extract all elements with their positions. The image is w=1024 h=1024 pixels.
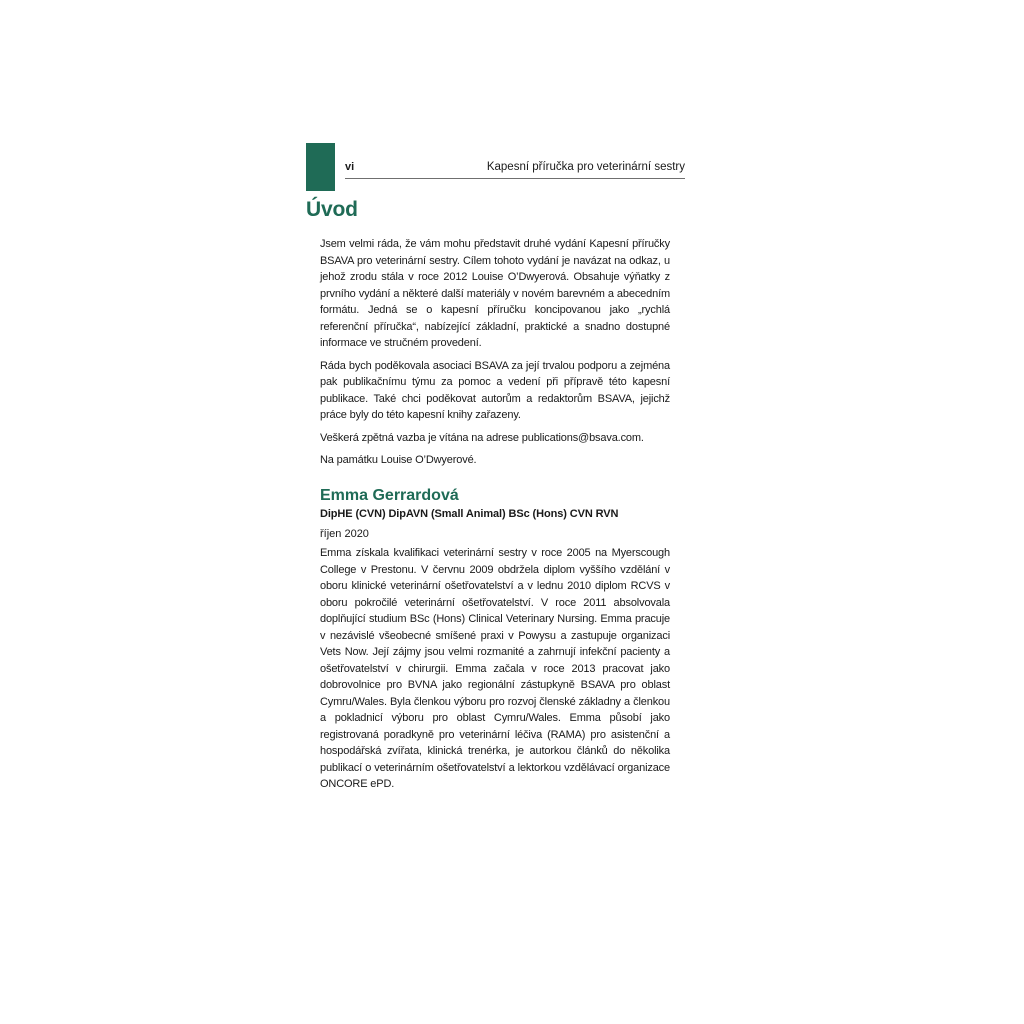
page-number: vi	[345, 161, 355, 173]
chapter-tab-marker	[306, 143, 335, 191]
author-name: Emma Gerrardová	[320, 487, 459, 504]
intro-paragraph: Jsem velmi ráda, že vám mohu představit druhé vydání Kapesní příručky BSAVA pro veterinární sestry. Cílem tohoto vydání je navázat na odkaz, u jehož zrodu stála v roce 2012 Louise O’Dwyerová. Obsahuje výňatky z prvního vydání a některé další materiály v novém barevném a abecedním formátu. Jedná se o kapesní příručku koncipovanou jako „rychlá referenční příručka“, nabízející základní, praktické a snadno dostupné informace ve stručném provedení.	[320, 238, 670, 349]
page-title: Úvod	[306, 198, 358, 221]
intro-paragraph: Ráda bych poděkovala asociaci BSAVA za její trvalou podporu a zejména pak publikačnímu týmu za pomoc a vedení při přípravě této kapesní publikace. Také chci poděkovat autorům a redaktorům BSAVA, jejichž práce byly do této kapesní knihy zařazeny.	[320, 359, 670, 421]
intro-paragraph: Na památku Louise O’Dwyerové.	[320, 454, 477, 466]
author-qualifications: DipHE (CVN) DipAVN (Small Animal) BSc (Hons) CVN RVN	[320, 508, 619, 520]
page-header	[345, 160, 685, 179]
author-bio	[320, 545, 670, 799]
bio-paragraph: Emma získala kvalifikaci veterinární sestry v roce 2005 na Myerscough College v Prestonu. V červnu 2009 obdržela diplom vyššího vzdělání v oboru klinické veterinární ošetřovatelství a v lednu 2010 diplom RCVS v oboru pokročilé veterinární ošetřovatelství. V roce 2011 absolvovala doplňující studium BSc (Hons) Clinical Veterinary Nursing. Emma pracuje v nezávislé všeobecné smíšené praxi v Powysu a zastupuje organizaci Vets Now. Její zájmy jsou velmi rozmanité a zahrnují infekční pacienty a ošetřovatelství v chirurgii. Emma začala v roce 2013 pracovat jako dobrovolnice pro BVNA jako regionální zástupkyně BSAVA pro oblast Cymru/Wales. Byla členkou výboru pro rozvoj členské základny a členkou a pokladnicí výboru pro oblast Cymru/Wales. Emma působí jako registrovaná poradkyně pro veterinární léčiva (RAMA) pro asistenční a hospodářská zvířata, klinická trenérka, je autorkou článků do několika publikací o veterinárním ošetřovatelství a lektorkou vzdělávací organizace ONCORE ePD.	[320, 547, 670, 790]
running-title: Kapesní příručka pro veterinární sestry	[486, 161, 685, 173]
intro-text	[320, 236, 670, 475]
author-date: říjen 2020	[320, 528, 369, 540]
intro-paragraph: Veškerá zpětná vazba je vítána na adrese publications@bsava.com.	[320, 431, 644, 444]
